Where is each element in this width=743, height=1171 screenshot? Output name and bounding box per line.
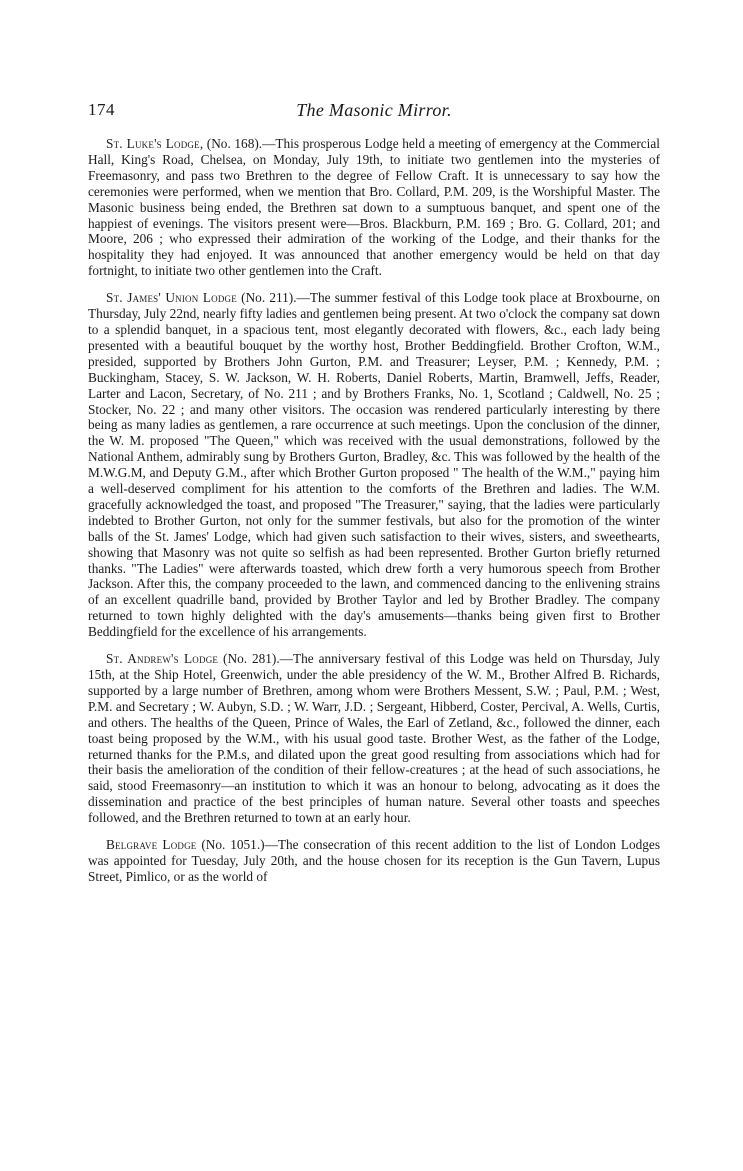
journal-title: The Masonic Mirror.: [296, 100, 452, 120]
running-head: [88, 100, 660, 130]
lodge-name: St. Andrew's Lodge: [106, 651, 219, 667]
article-body: (No. 281).—The anniversary festival of this Lodge was held on Thursday, July 15th, at the Ship Hotel, Greenwich, under the able presidency of the W. M., Brother Alfred B. Richards, supported by a large number of Brethren, among whom were Brothers Messent, S.W. ; Paul, P.M. ; West, P.M. and Secretary ; W. Aubyn, S.D. ; W. Warr, J.D. ; Sergeant, Hibberd, Coster, Percival, A. Wells, Curtis, and others. The healths of the Queen, Prince of Wales, the Earl of Zetland, &c., followed the dinner, each toast being proposed by the W.M., with his usual good taste. Brother West, as the father of the Lodge, returned thanks for the P.M.s, and dilated upon the great good resulting from associations which had for their basis the amelioration of the condition of their fellow-creatures ; at the head of such associations, he said, stood Freemasonry—an institution to which it was an honour to belong, advocating as it does the dissemination and practice of the best principles of human nature. Several other toasts and speeches followed, and the Brethren returned to town at an early hour.: [88, 651, 660, 826]
article-st-james-union-lodge: [88, 290, 660, 640]
article-body: (No. 1051.)—The consecration of this recent addition to the list of London Lodges was appointed for Tuesday, July 20th, and the house chosen for its reception is the Gun Tavern, Lupus Street, Pimlico, or as the world of: [88, 837, 661, 884]
article-belgrave-lodge: [88, 837, 660, 885]
article-body: (No. 211).—The summer festival of this Lodge took place at Broxbourne, on Thursday, July 22nd, nearly fifty ladies and gentlemen being present. At two o'clock the company sat down to a splendid banquet, in a spacious tent, most elegantly decorated with flowers, &c., each lady being presented with a beautiful bouquet by the worthy host, Brother Beddingfield. Brother Crofton, W.M., presided, supported by Brothers John Gurton, P.M. and Treasurer; Leyser, P.M. ; Kennedy, P.M. ; Buckingham, Stacey, S. W. Jackson, W. H. Roberts, Daniel Roberts, Martin, Bramwell, Jeffs, Reader, Larter and Lacon, Secretary, of No. 211 ; and by Brothers Franks, No. 1, Scotland ; Caldwell, No. 25 ; Stocker, No. 22 ; and many other visitors. The occasion was rendered particularly interesting by there being as many ladies as gentlemen, a rare occurrence at such meetings. Upon the conclusion of the dinner, the W. M. proposed "The Queen," which was received with the usual demonstrations, followed by the National Anthem, admirably sung by Brothers Gurton, Bradley, &c. This was followed by the health of the M.W.G.M, and Deputy G.M., after which Brother Gurton proposed " The health of the W.M.," paying him a well-deserved compliment for his attention to the comforts of the Brethren and ladies. The W.M. gracefully acknowledged the toast, and proposed "The Treasurer," saying, that the ladies were particularly indebted to Brother Gurton, not only for the summer festivals, but also for the promotion of the winter balls of the St. James' Lodge, which had given such satisfaction to their wives, sisters, and sweethearts, showing that Masonry was not quite so selfish as had been represented. Brother Gurton briefly returned thanks. "The Ladies" were afterwards toasted, which drew forth a very humorous speech from Brother Jackson. After this, the company proceeded to the lawn, and commenced dancing to the enlivening strains of an excellent quadrille band, provided by Brother Taylor and led by Brother Bradley. The company returned to town highly delighted with the day's amusements—thanks being given first to Brother Beddingfield for the excellence of his arrangements.: [88, 290, 660, 640]
article-st-andrews-lodge: [88, 651, 660, 826]
page: [88, 100, 660, 896]
page-number: 174: [88, 100, 115, 119]
article-body: , (No. 168).—This prosperous Lodge held a meeting of emergency at the Commercial Hall, King's Road, Chelsea, on Monday, July 19th, to initiate two gentlemen into the mysteries of Freemasonry, and pass two Brethren to the degree of Fellow Craft. It is unnecessary to say how the ceremonies were performed, when we mention that Bro. Collard, P.M. 209, is the Worshipful Master. The Masonic business being ended, the Brethren sat down to a sumptuous banquet, and spent one of the happiest of evenings. The visitors present were—Bros. Blackburn, P.M. 169 ; Bro. G. Collard, 201; and Moore, 206 ; who expressed their admiration of the working of the Lodge, and their thanks for the hospitality they had enjoyed. It was announced that another emergency would be held on that day fortnight, to initiate two other gentlemen into the Craft.: [88, 136, 660, 279]
lodge-name: Belgrave Lodge: [106, 837, 197, 853]
article-st-lukes-lodge: [88, 136, 660, 279]
lodge-name: St. James' Union Lodge: [106, 290, 237, 306]
lodge-name: St. Luke's Lodge: [106, 136, 200, 151]
